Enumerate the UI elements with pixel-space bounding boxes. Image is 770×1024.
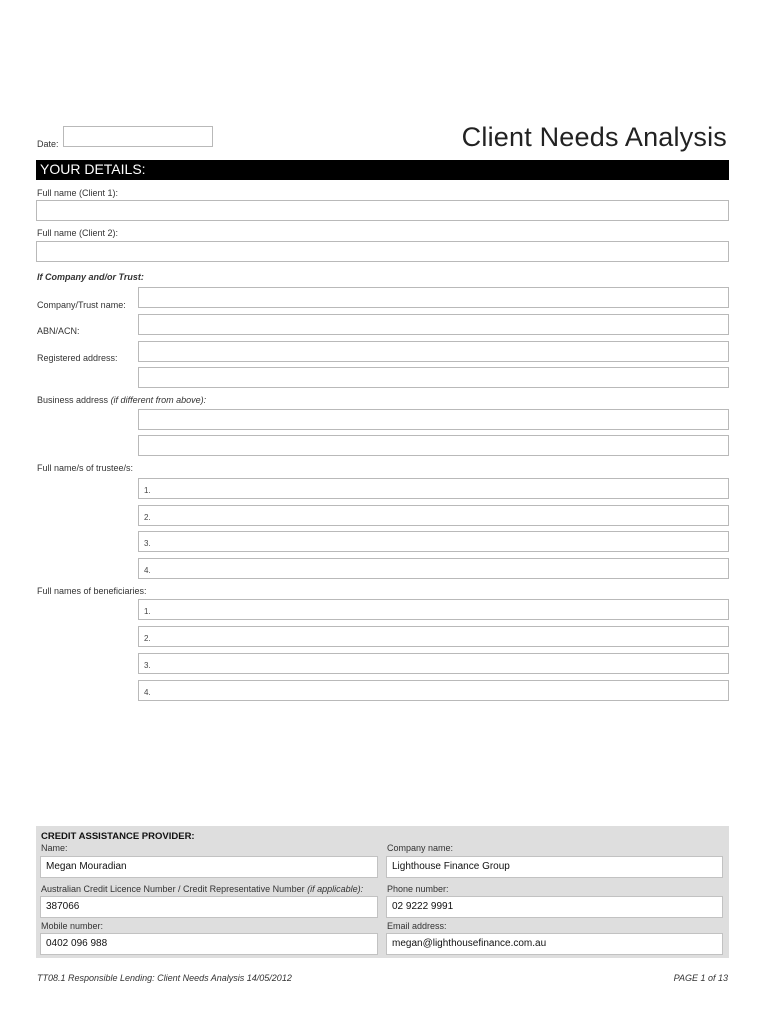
- beneficiary-input-4[interactable]: [138, 680, 729, 701]
- abn-input[interactable]: [138, 314, 729, 335]
- date-label: Date:: [37, 139, 59, 149]
- business-address-label: [37, 395, 206, 405]
- registered-address-input-1[interactable]: [138, 341, 729, 362]
- beneficiaries-label: Full names of beneficiaries:: [37, 586, 147, 596]
- trustee-input-1[interactable]: [138, 478, 729, 499]
- trustee-input-4[interactable]: [138, 558, 729, 579]
- email-field[interactable]: megan@lighthousefinance.com.au: [386, 933, 723, 955]
- client2-name-input[interactable]: [36, 241, 729, 262]
- trustee-number: 4.: [144, 566, 151, 575]
- business-address-note: (if different from above):: [110, 395, 207, 405]
- business-address-label-text: Business address: [37, 395, 109, 405]
- company-name-input[interactable]: [138, 287, 729, 308]
- your-details-heading: YOUR DETAILS:: [36, 160, 729, 180]
- registered-address-input-2[interactable]: [138, 367, 729, 388]
- licence-note: (if applicable):: [307, 884, 364, 894]
- licence-label: [41, 884, 363, 894]
- trustee-number: 3.: [144, 539, 151, 548]
- page-title: Client Needs Analysis: [461, 122, 727, 152]
- client1-name-input[interactable]: [36, 200, 729, 221]
- registered-address-label: Registered address:: [37, 353, 118, 363]
- beneficiary-input-3[interactable]: [138, 653, 729, 674]
- trustee-input-2[interactable]: [138, 505, 729, 526]
- trustee-number: 2.: [144, 513, 151, 522]
- mobile-label: Mobile number:: [41, 921, 104, 931]
- footer-page-number: PAGE 1 of 13: [673, 973, 728, 983]
- footer-document-info: TT08.1 Responsible Lending: Client Needs Analysis 14/05/2012: [37, 973, 292, 983]
- abn-label: ABN/ACN:: [37, 326, 80, 336]
- trustees-label: Full name/s of trustee/s:: [37, 463, 134, 473]
- beneficiary-number: 3.: [144, 661, 151, 670]
- provider-name-field[interactable]: Megan Mouradian: [40, 856, 378, 878]
- credit-provider-heading: CREDIT ASSISTANCE PROVIDER:: [41, 831, 195, 842]
- licence-label-text: Australian Credit Licence Number / Credit Representative Number: [41, 884, 305, 894]
- business-address-input-2[interactable]: [138, 435, 729, 456]
- email-label: Email address:: [387, 921, 447, 931]
- phone-field[interactable]: 02 9222 9991: [386, 896, 723, 918]
- provider-name-label: Name:: [41, 843, 68, 853]
- client1-label: Full name (Client 1):: [37, 188, 119, 198]
- trustee-number: 1.: [144, 486, 151, 495]
- beneficiary-input-1[interactable]: [138, 599, 729, 620]
- company-name-label: Company name:: [387, 843, 454, 853]
- beneficiary-number: 2.: [144, 634, 151, 643]
- phone-label: Phone number:: [387, 884, 449, 894]
- beneficiary-input-2[interactable]: [138, 626, 729, 647]
- trustee-input-3[interactable]: [138, 531, 729, 552]
- provider-company-field[interactable]: Lighthouse Finance Group: [386, 856, 723, 878]
- company-trust-heading: If Company and/or Trust:: [37, 272, 144, 282]
- beneficiary-number: 1.: [144, 607, 151, 616]
- business-address-input-1[interactable]: [138, 409, 729, 430]
- client2-label: Full name (Client 2):: [37, 228, 119, 238]
- mobile-field[interactable]: 0402 096 988: [40, 933, 378, 955]
- company-name-label: Company/Trust name:: [37, 300, 126, 310]
- beneficiary-number: 4.: [144, 688, 151, 697]
- licence-number-field[interactable]: 387066: [40, 896, 378, 918]
- date-input[interactable]: [63, 126, 213, 147]
